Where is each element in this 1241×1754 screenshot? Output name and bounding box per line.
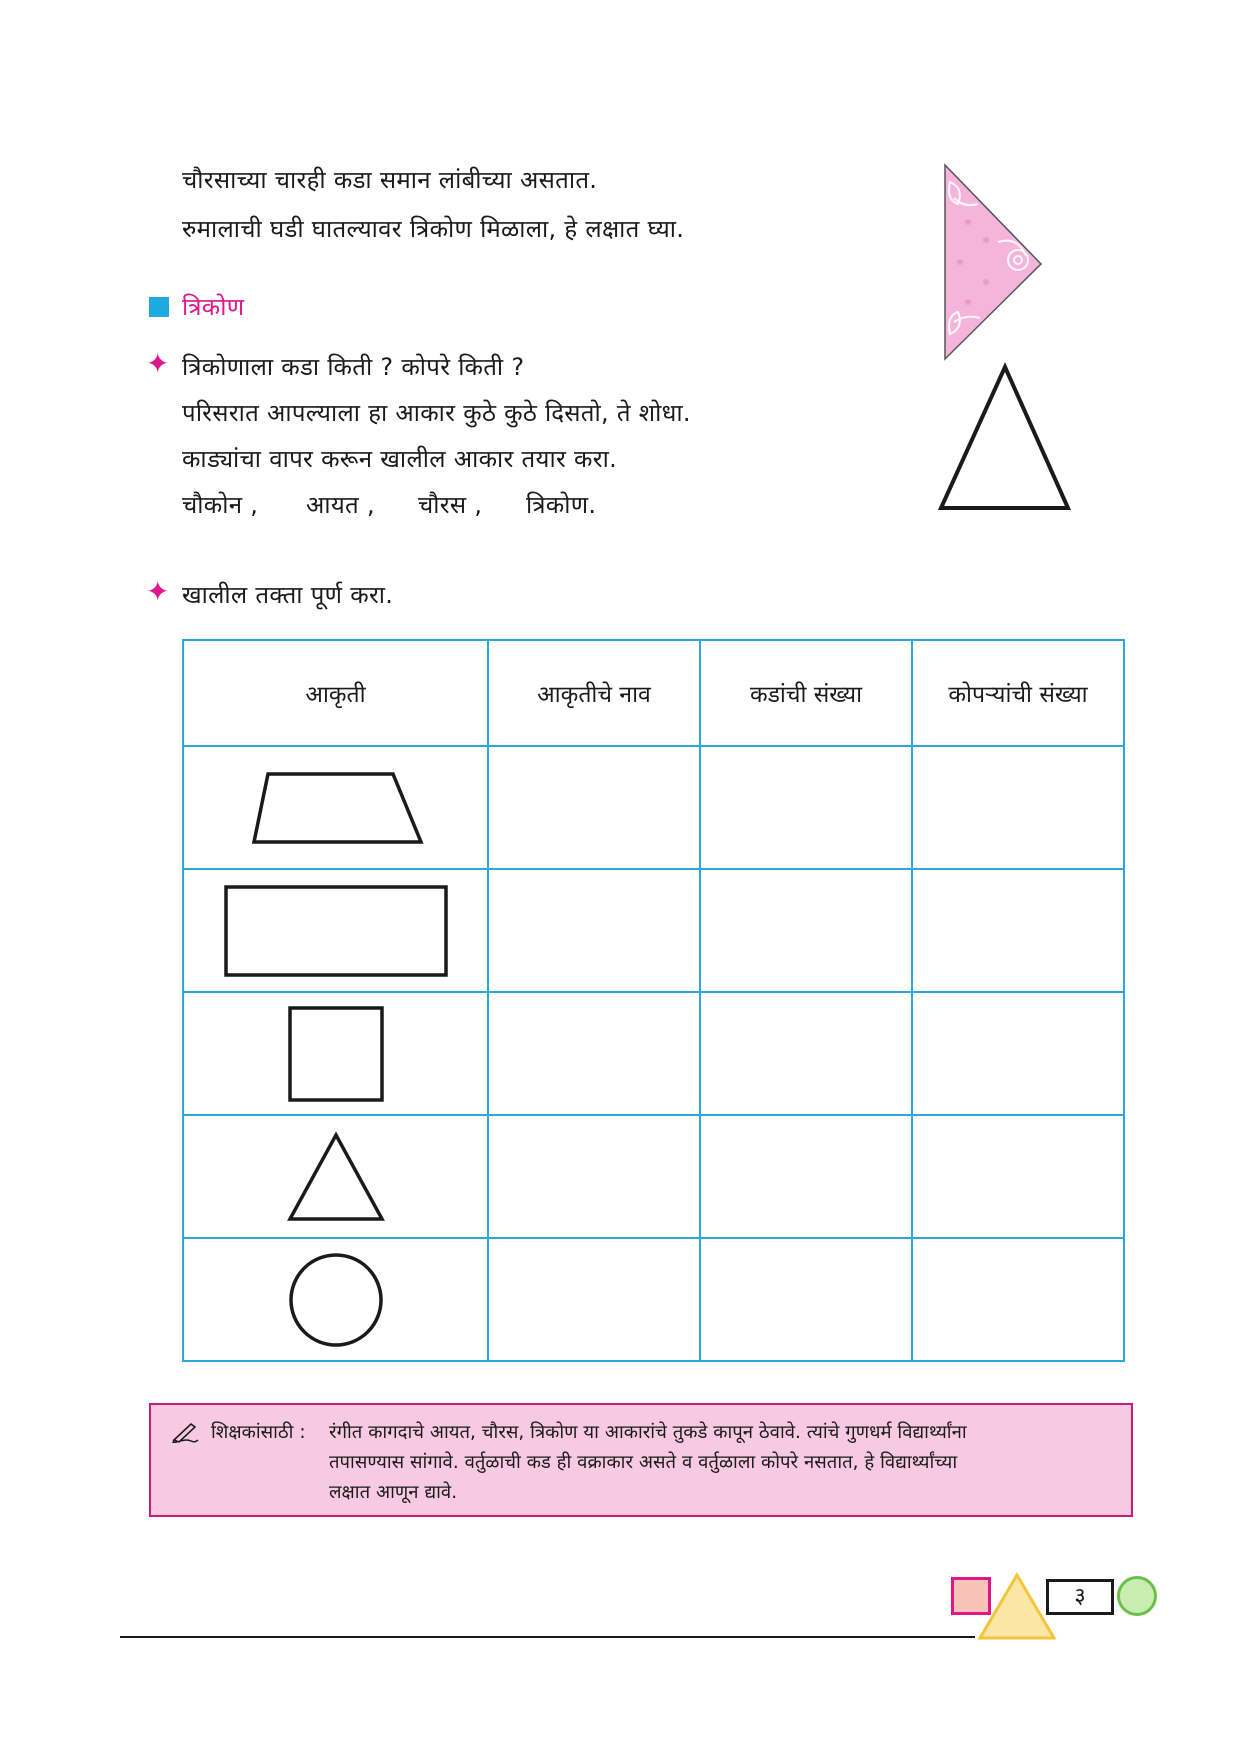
square-icon (287, 1005, 385, 1103)
figure-cell (183, 992, 488, 1115)
edges-input-cell[interactable] (700, 869, 912, 992)
figure-cell (183, 1115, 488, 1238)
corners-input-cell[interactable] (912, 869, 1124, 992)
footer-rule (120, 1636, 975, 1638)
table-row (183, 1238, 1124, 1361)
triangle-icon (285, 1131, 387, 1223)
table-header-row (183, 640, 1124, 746)
shapes-list-item: आयत , (306, 491, 375, 519)
green-circle-decoration (1117, 1576, 1157, 1616)
shapes-list-item: त्रिकोण. (526, 491, 597, 519)
figure-cell (183, 1238, 488, 1361)
edges-input-cell[interactable] (700, 1115, 912, 1238)
figure-cell (183, 746, 488, 869)
page-number: ३ (1046, 1579, 1114, 1615)
edges-input-cell[interactable] (700, 746, 912, 869)
name-input-cell[interactable] (488, 992, 700, 1115)
teacher-note-line-2: तपासण्यास सांगावे. वर्तुळाची कड ही वक्राकार असते व वर्तुळाला कोपरे नसतात, हे विद्यार्थ्यांच्या (329, 1452, 958, 1473)
corners-input-cell[interactable] (912, 746, 1124, 869)
star-bullet-icon: ✦ (146, 575, 170, 608)
trapezium-icon (241, 768, 431, 848)
table-header-figure: आकृती (183, 640, 488, 746)
table-header-edges: कडांची संख्या (700, 640, 912, 746)
triangle-illustration (935, 362, 1075, 514)
corners-input-cell[interactable] (912, 1238, 1124, 1361)
name-input-cell[interactable] (488, 869, 700, 992)
teacher-note-box (149, 1403, 1133, 1517)
table-row (183, 992, 1124, 1115)
name-input-cell[interactable] (488, 1238, 700, 1361)
teacher-note-line-1: रंगीत कागदाचे आयत, चौरस, त्रिकोण या आकारांचे तुकडे कापून ठेवावे. त्यांचे गुणधर्म विद्यार्थ्यांना (329, 1422, 967, 1443)
corners-input-cell[interactable] (912, 1115, 1124, 1238)
shapes-list-item: चौकोन , (182, 491, 259, 519)
folded-handkerchief-illustration (938, 162, 1048, 362)
writing-hand-icon (171, 1421, 199, 1443)
table-row (183, 1115, 1124, 1238)
star-bullet-icon: ✦ (146, 347, 170, 380)
shapes-list-item: चौरस , (418, 491, 483, 519)
circle-icon (286, 1250, 386, 1350)
corners-input-cell[interactable] (912, 992, 1124, 1115)
table-row (183, 746, 1124, 869)
teacher-note-line-3: लक्षात आणून द्यावे. (329, 1482, 458, 1503)
rectangle-icon (223, 884, 449, 978)
intro-line-2: रुमालाची घडी घातल्यावर त्रिकोण मिळाला, हे लक्षात घ्या. (182, 215, 685, 243)
name-input-cell[interactable] (488, 746, 700, 869)
table-header-name: आकृतीचे नाव (488, 640, 700, 746)
intro-line-1: चौरसाच्या चारही कडा समान लांबीच्या असतात. (182, 166, 598, 194)
figure-cell (183, 869, 488, 992)
section-heading: त्रिकोण (182, 293, 245, 321)
edges-input-cell[interactable] (700, 1238, 912, 1361)
teacher-note-label: शिक्षकांसाठी : (211, 1422, 306, 1443)
section-bullet-icon (149, 297, 169, 317)
question-3: काड्यांचा वापर करून खालील आकार तयार करा. (182, 445, 618, 473)
task-instruction: खालील तक्ता पूर्ण करा. (182, 581, 394, 609)
edges-input-cell[interactable] (700, 992, 912, 1115)
table-header-corners: कोपऱ्यांची संख्या (912, 640, 1124, 746)
question-2: परिसरात आपल्याला हा आकार कुठे कुठे दिसतो, ते शोधा. (182, 399, 691, 427)
name-input-cell[interactable] (488, 1115, 700, 1238)
table-row (183, 869, 1124, 992)
question-1: त्रिकोणाला कडा किती ? कोपरे किती ? (182, 353, 525, 381)
shapes-table (182, 639, 1125, 1362)
